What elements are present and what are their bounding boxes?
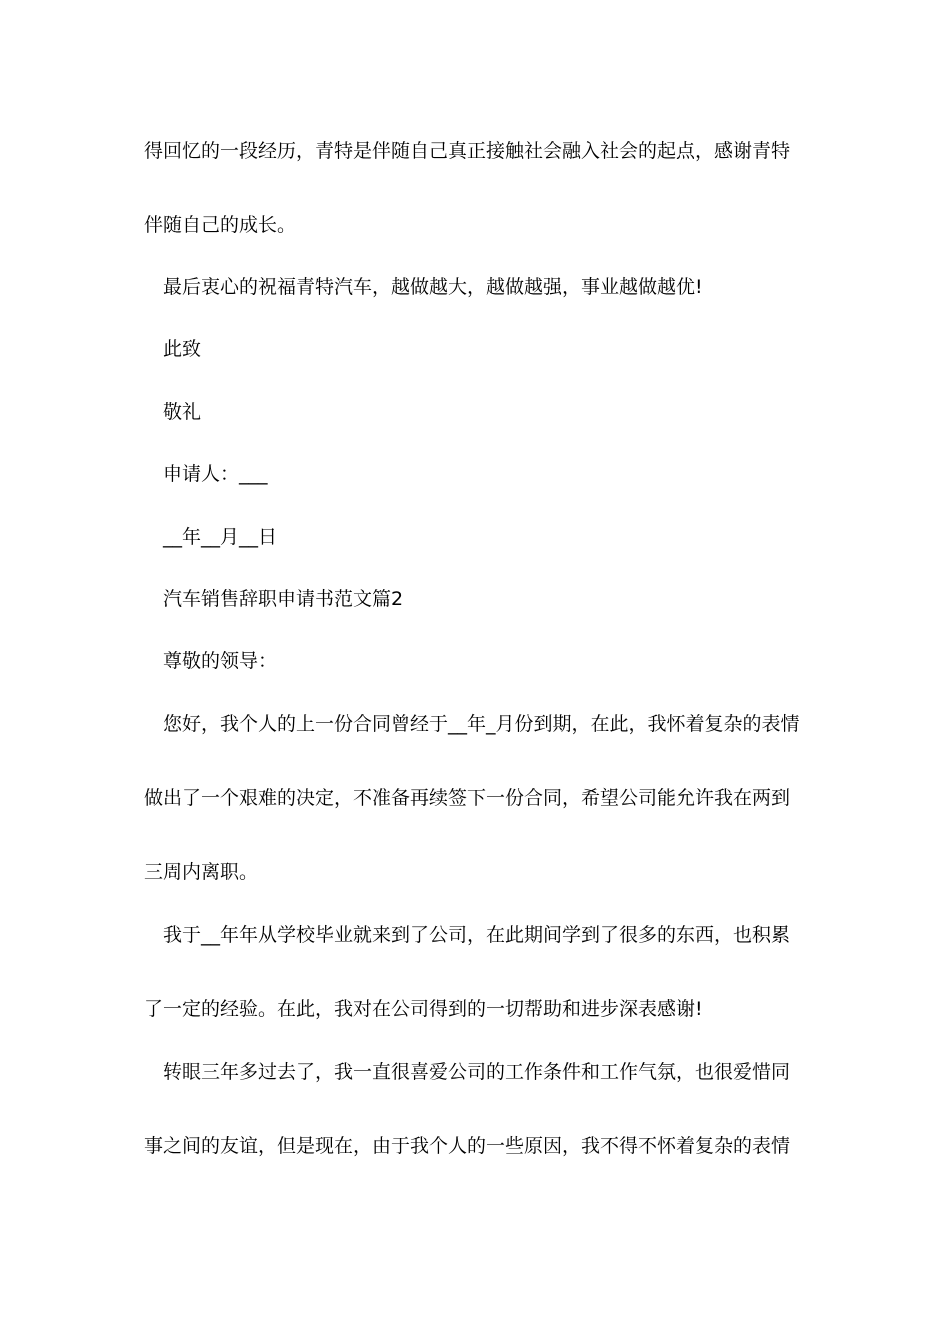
section-title: 汽车销售辞职申请书范文篇2 xyxy=(163,588,404,610)
applicant-line: 申请人：___ xyxy=(163,463,268,485)
salutation-line: 敬礼 xyxy=(163,401,202,423)
paragraph-line: 得回忆的一段经历，青特是伴随自己真正接触社会融入社会的起点，感谢青特 xyxy=(144,140,791,162)
paragraph-line: 做出了一个艰难的决定，不准备再续签下一份合同，希望公司能允许我在两到 xyxy=(144,787,791,809)
paragraph-line: 了一定的经验。在此，我对在公司得到的一切帮助和进步深表感谢! xyxy=(144,998,703,1020)
paragraph-line: 您好，我个人的上一份合同曾经于__年_月份到期，在此，我怀着复杂的表情 xyxy=(163,713,800,735)
paragraph-line: 三周内离职。 xyxy=(144,861,259,883)
paragraph-line: 我于__年年从学校毕业就来到了公司，在此期间学到了很多的东西，也积累 xyxy=(163,924,791,946)
greeting-line: 尊敬的领导： xyxy=(163,650,278,672)
paragraph-line: 事之间的友谊，但是现在，由于我个人的一些原因，我不得不怀着复杂的表情 xyxy=(144,1135,791,1157)
salutation-line: 此致 xyxy=(163,338,202,360)
paragraph-line: 最后衷心的祝福青特汽车，越做越大，越做越强，事业越做越优! xyxy=(163,276,703,298)
paragraph-line: 转眼三年多过去了，我一直很喜爱公司的工作条件和工作气氛，也很爱惜同 xyxy=(163,1061,791,1083)
date-line: __年__月__日 xyxy=(163,526,278,548)
paragraph-line: 伴随自己的成长。 xyxy=(144,214,297,236)
